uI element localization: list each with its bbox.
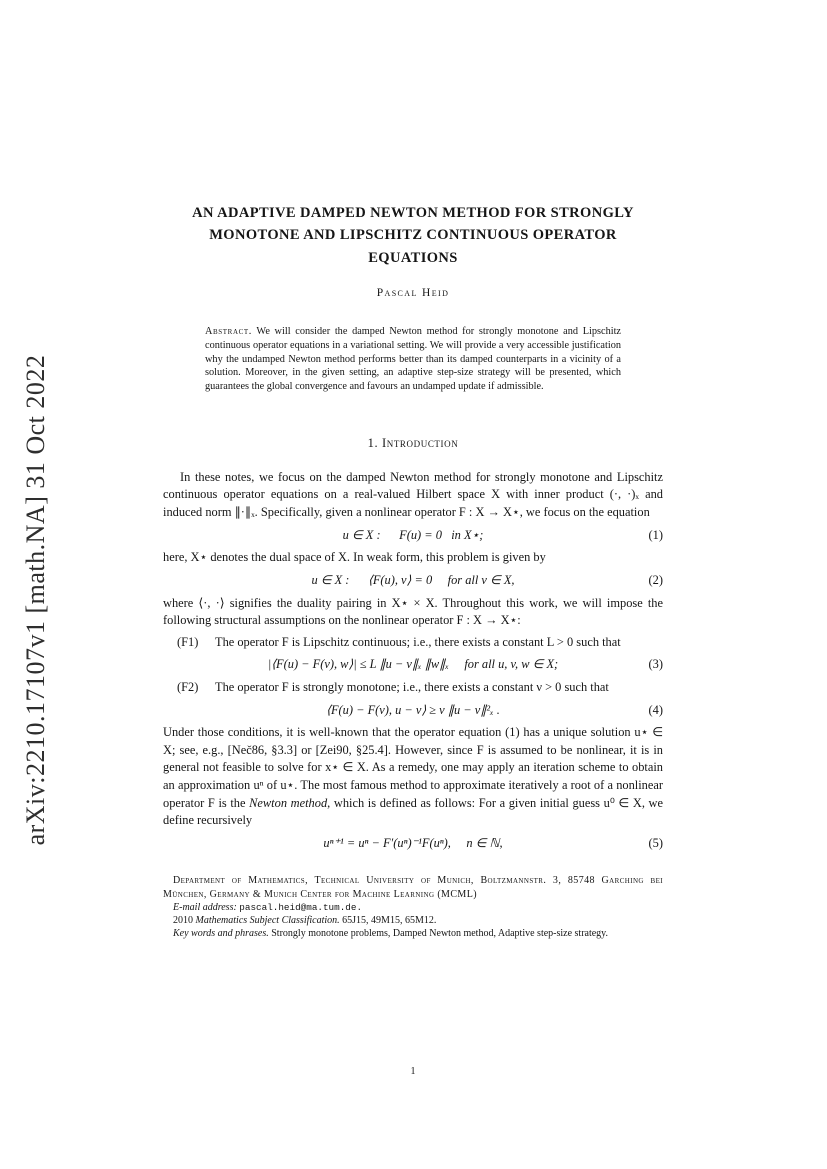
abstract: [205, 325, 621, 393]
equation-5-formula: uⁿ⁺¹ = uⁿ − F′(uⁿ)⁻¹F(uⁿ), n ∈ ℕ,: [323, 835, 503, 850]
paragraph-assumptions: where ⟨·, ·⟩ signifies the duality pairing in X⋆ × X. Throughout this work, we will impose the following structural assumptions on the nonlinear operator F : X → X⋆:: [163, 595, 663, 628]
email-line: [163, 901, 663, 914]
equation-3: [163, 656, 663, 674]
assumption-f2-text: The operator F is strongly monotone; i.e., there exists a constant ν > 0 such that: [215, 679, 609, 694]
assumption-f2: [163, 679, 663, 697]
equation-4-formula: ⟨F(u) − F(v), u − v⟩ ≥ ν ∥u − v∥²ₓ .: [326, 702, 500, 717]
equation-2-formula: u ∈ X : ⟨F(u), v⟩ = 0 for all v ∈ X,: [311, 572, 515, 587]
equation-2-tag: (2): [648, 572, 663, 587]
paragraph-newton-method: [163, 724, 663, 830]
equation-2: [163, 572, 663, 590]
keywords-label: Key words and phrases.: [173, 928, 269, 940]
email-label: E-mail address:: [173, 901, 237, 913]
keywords-line: [163, 927, 663, 940]
equation-1-tag: (1): [648, 527, 663, 542]
arxiv-watermark: arXiv:2210.17107v1 [math.NA] 31 Oct 2022: [21, 354, 50, 846]
footnotes: [163, 874, 663, 940]
paragraph-intro: In these notes, we focus on the damped Newton method for strongly monotone and Lipschitz continuous operator equations on a real-valued Hilbert space X with inner product (·, ·)ₓ and induced norm ∥·∥ₓ. Specifically, given a nonlinear operator F : X → X⋆, we focus on the equation: [163, 469, 663, 520]
assumption-f2-label: (F2): [177, 679, 199, 694]
paper-content: [163, 0, 663, 940]
equation-5-tag: (5): [648, 835, 663, 850]
equation-3-formula: |⟨F(u) − F(v), w⟩| ≤ L ∥u − v∥ₓ ∥w∥ₓ for all u, v, w ∈ X;: [267, 657, 559, 672]
msc-label: Mathematics Subject Classification.: [195, 915, 340, 927]
equation-5: [163, 835, 663, 853]
paragraph-newton-pre: Under those conditions, it is well-known that the operator equation (1) has a unique solution u⋆ ∈ X; see, e.g., [Neč86, §3.3] or [Zei90, §25.4]. However, since F is assumed to be nonlinear, it is in general not feasible to solve for x⋆ ∈ X. As a remedy, one may apply an iteration scheme to obtain an approximation uⁿ of u⋆. The most famous method to approximate iteratively a root of a nonlinear operator F is the: [163, 725, 663, 810]
newton-method-term: Newton method: [249, 795, 328, 810]
section-heading: 1. Introduction: [367, 435, 459, 450]
assumption-f1-label: (F1): [177, 634, 199, 649]
keywords-text: Strongly monotone problems, Damped Newton method, Adaptive step-size strategy.: [271, 928, 609, 940]
email-address: pascal.heid@ma.tum.de.: [239, 901, 363, 913]
equation-1-formula: u ∈ X : F(u) = 0 in X⋆;: [342, 527, 484, 542]
paper-title: AN ADAPTIVE DAMPED NEWTON METHOD FOR STRONGLY MONOTONE AND LIPSCHITZ CONTINUOUS OPERATOR EQUATIONS: [192, 205, 634, 266]
msc-codes: 65J15, 49M15, 65M12.: [342, 915, 437, 927]
msc-year: 2010: [173, 915, 193, 927]
assumption-f1-text: The operator F is Lipschitz continuous; i.e., there exists a constant L > 0 such that: [215, 634, 621, 649]
page-number: 1: [410, 1066, 416, 1077]
affiliation: Department of Mathematics, Technical University of Munich, Boltzmannstr. 3, 85748 Garching bei München, Germany & Munich Center for Machine Learning (MCML): [163, 875, 663, 900]
equation-3-tag: (3): [648, 657, 663, 672]
assumption-f1: [163, 634, 663, 652]
equation-4: [163, 702, 663, 720]
equation-1: [163, 527, 663, 545]
paragraph-dual-space: here, X⋆ denotes the dual space of X. In weak form, this problem is given by: [163, 550, 546, 565]
equation-4-tag: (4): [648, 702, 663, 717]
paragraph-newton-post: , which is defined as follows: For a given initial guess u⁰ ∈ X, we define recursively: [163, 795, 664, 828]
abstract-label: Abstract.: [205, 326, 252, 338]
author-name: Pascal Heid: [376, 287, 450, 300]
msc-line: [163, 914, 663, 927]
abstract-text: We will consider the damped Newton method for strongly monotone and Lipschitz continuous operator equations in a variational setting. We will provide a very accessible justification why the undamped Newton method performs better than its damped counterparts in a vicinity of a solution. Moreover, in the given setting, an adaptive step-size strategy will be presented, which guarantees the global convergence and favours an undamped update if admissible.: [205, 326, 622, 393]
